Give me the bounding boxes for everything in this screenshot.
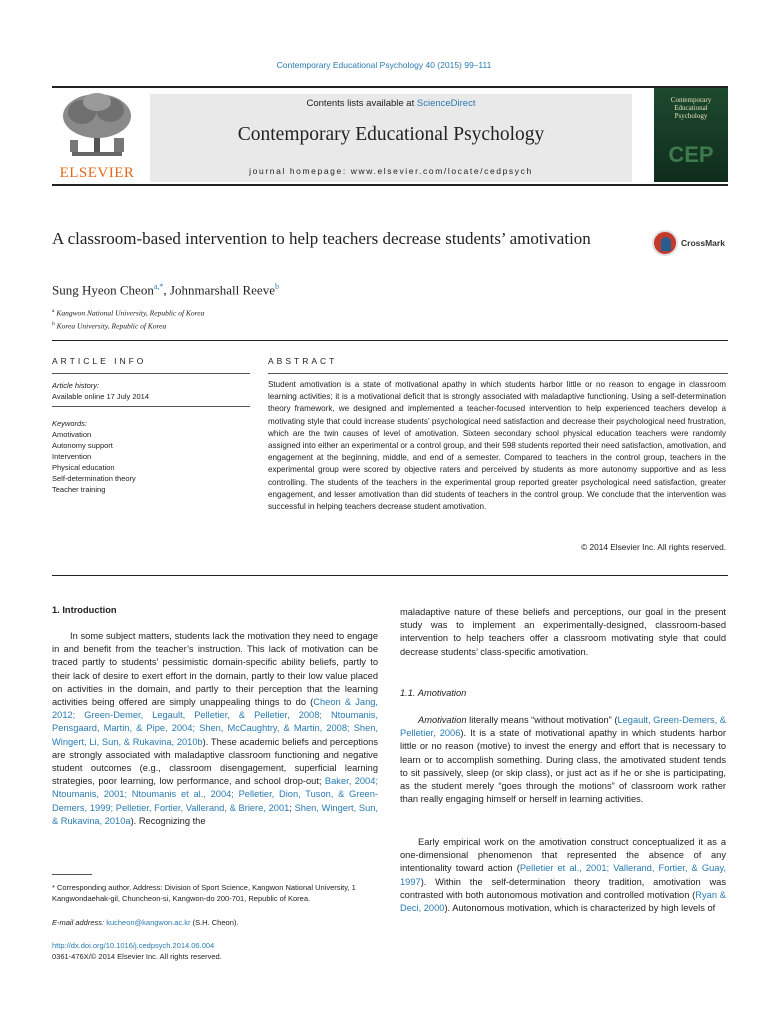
cover-title-line: Psychology bbox=[674, 112, 708, 120]
abstract-text: Student amotivation is a state of motivational apathy in which students harbor little or no reason to engage in classroom learning activities; it is a motivational deficit that is strongly associated with maladaptive functioning. Using a self-determination theory framework, we designed and implemented a teacher-focused intervention to help experienced teachers develop a motivating style that could increase students’ psychological need satisfaction and decrease their psychological need frustration, which are the twin causes of level of amotivation. Sixteen secondary school physical education teachers were randomly assigned into either an experimental or a control group, and their 598 students reported their need satisfaction, amotivation, and engagement at the beginning, middle, and end of a semester. Compared to teachers in the control group, teachers in the experimental group were scored by objective raters and perceived by students as more autonomy supportive and as less controlling. The students of the teachers in the experimental group reported greater psychological need satisfaction, greater engagement, and lesser amotivation than did students of teachers in the control group. We conclude that the intervention was successful in helping teachers decrease student amotivation. bbox=[268, 380, 726, 512]
author-separator: , bbox=[163, 282, 170, 298]
journal-cover bbox=[654, 88, 728, 182]
keyword: Teacher training bbox=[52, 485, 106, 494]
keyword: Amotivation bbox=[52, 430, 92, 439]
article-title: A classroom-based intervention to help teachers decrease students’ amotivation bbox=[52, 229, 591, 248]
abstract-heading: ABSTRACT bbox=[268, 356, 338, 366]
keyword: Autonomy support bbox=[52, 441, 113, 450]
citation-link[interactable]: Cheon & Jang, 2012; Green-Demer, Legault, Pelletier, & Pelletier, 2008; Ntoumanis, Pensgaard, Martin, & Pipe, 2004; Shen, McCaughtry, & Martin, 2008; Shen, Wingert, Li, Sun, & Rukavina, 2010b bbox=[52, 697, 378, 747]
affiliation: $^b$ Korea University, Republic of Korea bbox=[52, 320, 167, 330]
crossmark-badge[interactable] bbox=[652, 230, 732, 260]
body-paragraph: Amotivation literally means “without motivation” (Legault, Green-Demers, & Pelletier, 2006). It is a state of motivational apathy in which students harbor little or no reason (motive) to invest the energy and effort that is necessary to learn or to accomplish something. During class, the amotivated student tends to sit passively, sleep (or skip class), or just act as if he or she is participating, as the student merely “goes through the motions” of classroom work rather than really engaging himself or herself in learning activities. bbox=[400, 715, 726, 805]
section-heading: 1. Introduction bbox=[52, 605, 117, 615]
email-link[interactable]: kucheon@kangwon.ac.kr bbox=[106, 918, 191, 927]
keyword: Intervention bbox=[52, 452, 92, 461]
article-history bbox=[52, 380, 252, 402]
corresponding-author-note: * Corresponding author. Address: Division of Sport Science, Kangwon National University, 1 Kangwondaehak-gil, Chuncheon-si, Kangwon-do 200-701, Republic of Korea. bbox=[52, 883, 356, 903]
author-list bbox=[52, 282, 279, 298]
contents-prefix: Contents lists available at bbox=[306, 98, 417, 109]
journal-homepage bbox=[150, 166, 632, 176]
cover-title bbox=[658, 96, 724, 120]
author-name: Sung Hyeon Cheon bbox=[52, 282, 154, 298]
homepage-url[interactable]: www.elsevier.com/locate/cedpsych bbox=[350, 166, 533, 176]
crossmark-icon bbox=[652, 230, 678, 256]
divider bbox=[52, 373, 250, 374]
citation-link[interactable]: Shen, Wingert, Sun, & Rukavina, 2010a bbox=[52, 802, 379, 826]
elsevier-tree-icon bbox=[52, 90, 142, 162]
divider bbox=[52, 575, 728, 576]
author-affil-link[interactable]: a,* bbox=[153, 282, 164, 291]
journal-masthead bbox=[52, 86, 728, 186]
history-label: Article history: bbox=[52, 381, 100, 390]
body-paragraph: In some subject matters, students lack the motivation they need to engage in and benefit from the teacher’s instruction. This lack of motivation can be traced partly to students’ pessimistic domain-specific ability beliefs, partly to their lack of desire to exert effort in the domain, partly to their low value placed on activities in the domain, and partly to their perception that the learning activities being offered are simply unappealing things to do (Cheon & Jang, 2012; Green-Demer, Legault, Pelletier, & Pelletier, 2008; Ntoumanis, Pensgaard, Martin, & Pipe, 2004; Shen, McCaughtry, & Martin, 2008; Shen, Wingert, Li, Sun, & Rukavina, 2010b). These academic beliefs and perceptions are strongly associated with maladaptive classroom functioning and negative student outcomes (e.g., classroom disengagement, superficial learning strategies, poor learning, low performance, and school drop-out; Baker, 2004; Ntoumanis, 2001; Ntoumanis et al., 2004; Pelletier, Dion, Tuson, & Green-Demers, 1999; Pelletier, Fortier, Vallerand, & Briere, 2001; Shen, Wingert, Sun, & Rukavina, 2010a). Recognizing the bbox=[52, 631, 379, 826]
keywords bbox=[52, 418, 252, 495]
body-paragraph: Early empirical work on the amotivation construct conceptualized it as a one-dimensional phenomenon that represented the absence of any intentionality toward action (Pelletier et al., 2001; Vallerand, Fortier, & Guay, 1997). Within the self-determination theory tradition, amotivation was contrasted with both autonomous motivation and controlled motivation (Ryan & Deci, 2000). Autonomous motivation, which is characterized by high levels of bbox=[400, 837, 726, 914]
elsevier-wordmark: ELSEVIER bbox=[59, 165, 135, 181]
subsection-heading: 1.1. Amotivation bbox=[400, 688, 467, 698]
issn-line: 0361-476X/© 2014 Elsevier Inc. All rights reserved. bbox=[52, 952, 222, 961]
abstract-copyright: © 2014 Elsevier Inc. All rights reserved. bbox=[581, 542, 726, 552]
journal-reference[interactable]: Contemporary Educational Psychology 40 (2015) 99–111 bbox=[276, 60, 492, 70]
email-note: E-mail address: kucheon@kangwon.ac.kr (S.H. Cheon). bbox=[52, 918, 239, 927]
affiliations bbox=[52, 306, 204, 331]
author-affil-link[interactable]: b bbox=[274, 282, 279, 291]
divider bbox=[268, 373, 728, 374]
article-info-heading: ARTICLE INFO bbox=[52, 356, 147, 366]
divider bbox=[52, 406, 250, 407]
cover-title-line: Educational bbox=[674, 104, 708, 112]
doi-link: http://dx.doi.org/10.1016/j.cedpsych.2014.06.004 bbox=[52, 941, 215, 950]
cover-mark: CEP bbox=[668, 142, 714, 167]
author-name: Johnmarshall Reeve bbox=[169, 282, 275, 298]
keyword: Physical education bbox=[52, 463, 115, 472]
citation-link[interactable]: Pelletier et al., 2001; Vallerand, Fortier, & Guay, 1997 bbox=[400, 863, 726, 887]
elsevier-logo bbox=[52, 90, 142, 184]
keyword: Self-determination theory bbox=[52, 474, 136, 483]
journal-title: Contemporary Educational Psychology bbox=[237, 124, 545, 145]
history-value: Available online 17 July 2014 bbox=[52, 392, 150, 401]
citation-link[interactable]: Baker, 2004; Ntoumanis, 2001; Ntoumanis et al., 2004; Pelletier, Dion, Tuson, & Green-Demers, 1999; Pelletier, Fortier, Vallerand, & Briere, 2001 bbox=[52, 776, 378, 813]
affiliation: $^a$ Kangwon National University, Republic of Korea bbox=[52, 308, 205, 318]
homepage-prefix: journal homepage: bbox=[249, 166, 351, 176]
crossmark-label: CrossMark bbox=[681, 238, 725, 248]
footnote-divider bbox=[52, 874, 92, 875]
masthead-center bbox=[150, 94, 632, 182]
contents-line bbox=[150, 98, 632, 109]
divider bbox=[52, 340, 728, 341]
cover-title-line: Contemporary bbox=[670, 96, 712, 104]
citation-link[interactable]: Legault, Green-Demers, & Pelletier, 2006 bbox=[400, 715, 726, 739]
sciencedirect-link[interactable]: ScienceDirect bbox=[416, 98, 476, 109]
body-paragraph: maladaptive nature of these beliefs and perceptions, our goal in the present study was to implement an experimentally-designed, classroom-based intervention to help teachers offer a classroom motivating style that could decrease students’ class-specific amotivation. bbox=[400, 607, 726, 657]
citation-link[interactable]: Ryan & Deci, 2000 bbox=[400, 889, 726, 914]
keywords-label: Keywords: bbox=[52, 419, 88, 428]
